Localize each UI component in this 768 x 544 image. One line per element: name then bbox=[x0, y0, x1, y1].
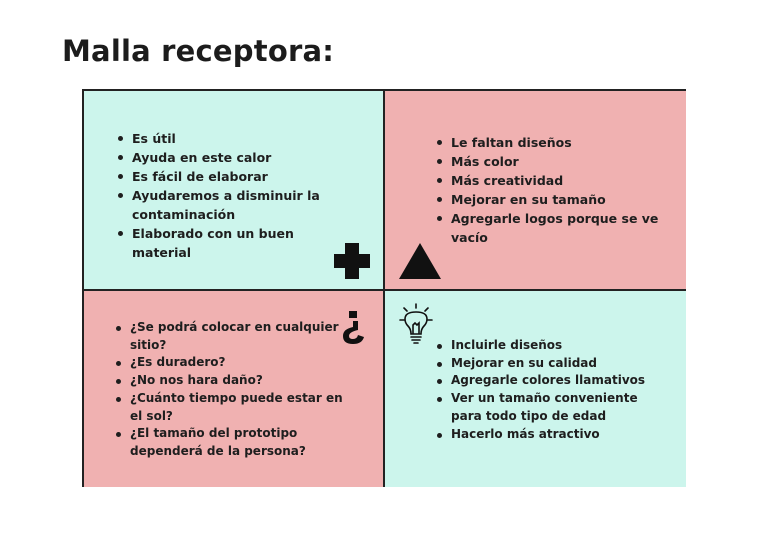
questions-list bbox=[114, 319, 346, 461]
list-item: Más creatividad bbox=[435, 171, 667, 190]
positives-list bbox=[116, 129, 338, 262]
list-item: Más color bbox=[435, 152, 667, 171]
list-item: Mejorar en su tamaño bbox=[435, 190, 667, 209]
list-item: Agregarle logos porque se ve vacío bbox=[435, 209, 667, 247]
list-item: ¿No nos hara daño? bbox=[114, 372, 346, 390]
triangle-icon bbox=[399, 243, 441, 279]
list-item: Es fácil de elaborar bbox=[116, 167, 338, 186]
lightbulb-icon bbox=[399, 303, 433, 347]
list-item: Elaborado con un buen material bbox=[116, 224, 338, 262]
plus-icon bbox=[334, 243, 370, 279]
list-item: Agregarle colores llamativos bbox=[435, 372, 667, 390]
list-item: Ver un tamaño conveniente para todo tipo de edad bbox=[435, 390, 667, 425]
feedback-grid bbox=[82, 89, 686, 487]
list-item: Hacerlo más atractivo bbox=[435, 426, 667, 444]
list-item: Le faltan diseños bbox=[435, 133, 667, 152]
list-item: Ayuda en este calor bbox=[116, 148, 338, 167]
list-item: ¿El tamaño del prototipo dependerá de la persona? bbox=[114, 425, 346, 460]
list-item: Es útil bbox=[116, 129, 338, 148]
list-item: Incluirle diseños bbox=[435, 337, 667, 355]
quadrant-improvements bbox=[385, 91, 686, 291]
improvements-list bbox=[435, 133, 667, 247]
question-icon bbox=[340, 311, 366, 345]
quadrant-ideas bbox=[385, 291, 686, 487]
ideas-list bbox=[435, 337, 667, 443]
page-title: Malla receptora: bbox=[62, 34, 335, 68]
list-item: ¿Cuánto tiempo puede estar en el sol? bbox=[114, 390, 346, 425]
quadrant-questions bbox=[84, 291, 385, 487]
quadrant-positives bbox=[84, 91, 385, 291]
list-item: Ayudaremos a disminuir la contaminación bbox=[116, 186, 338, 224]
list-item: Mejorar en su calidad bbox=[435, 355, 667, 373]
list-item: ¿Es duradero? bbox=[114, 354, 346, 372]
list-item: ¿Se podrá colocar en cualquier sitio? bbox=[114, 319, 346, 354]
